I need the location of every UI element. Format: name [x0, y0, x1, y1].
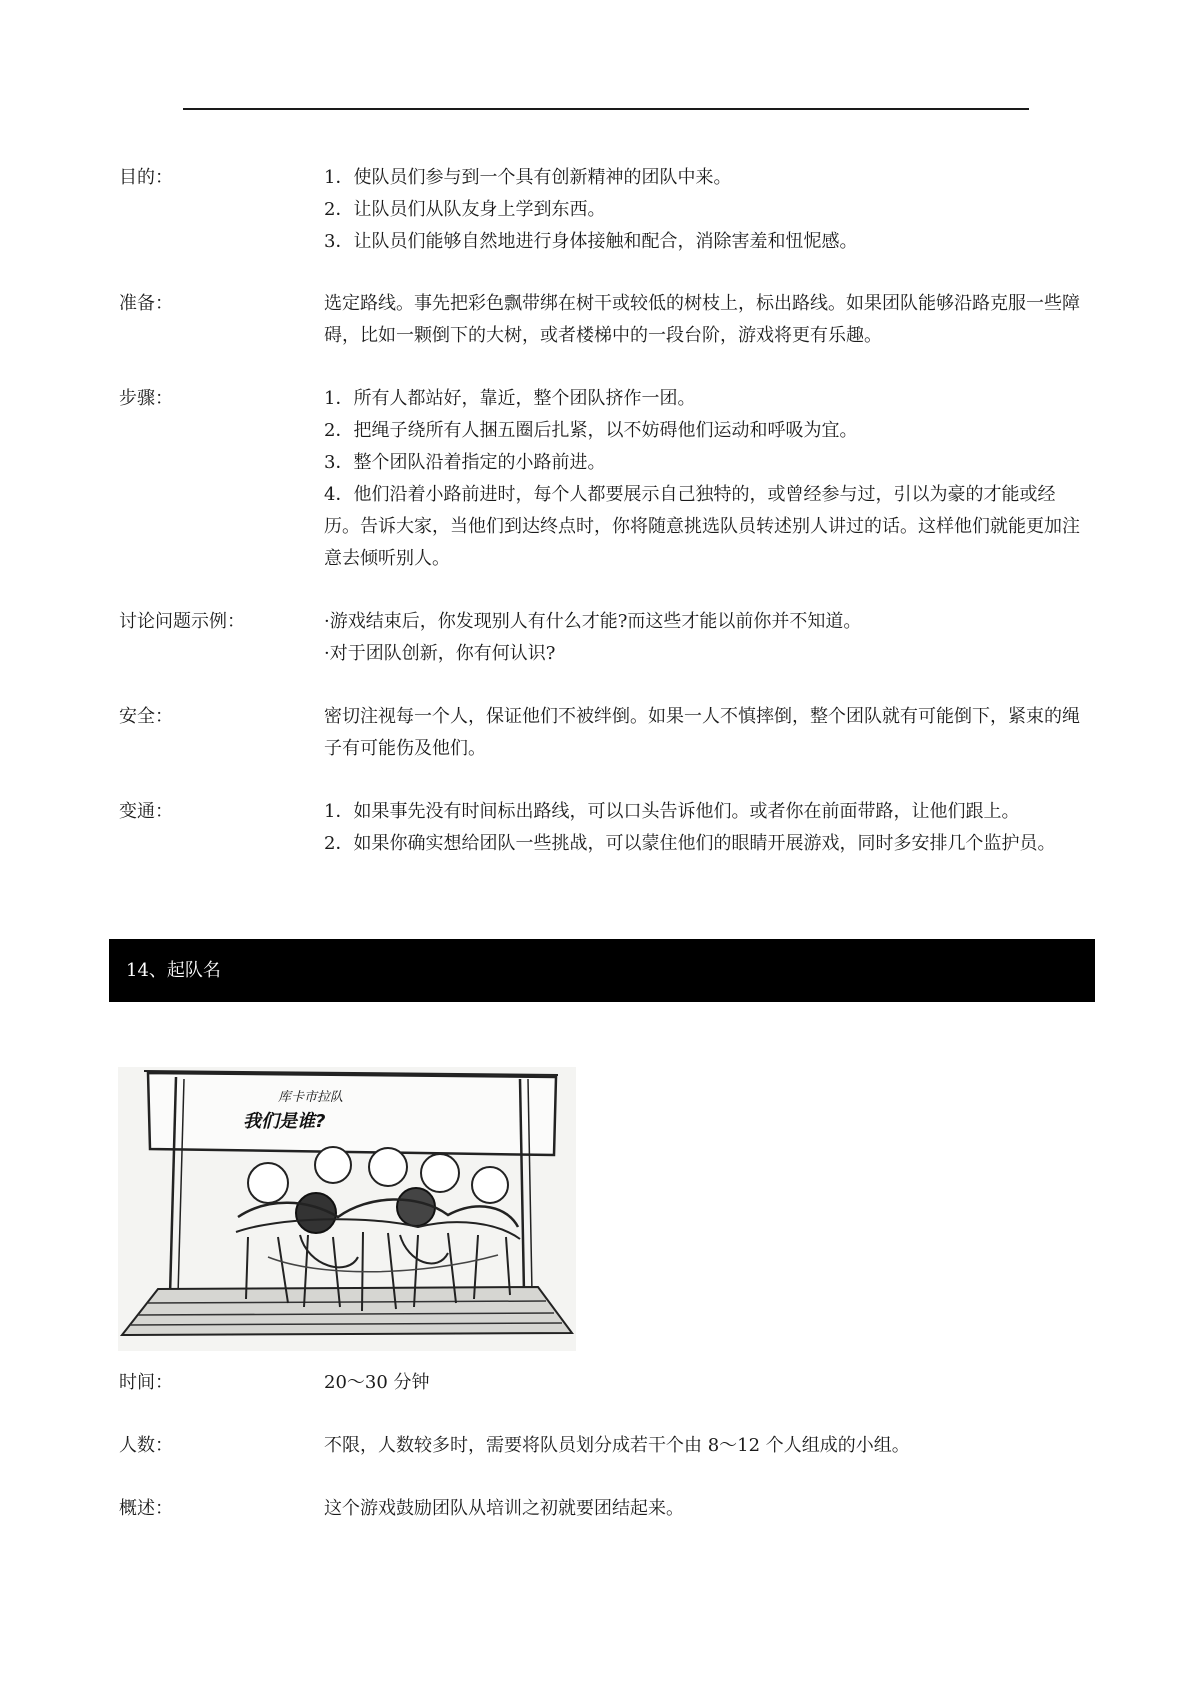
section-label: 目的： [119, 167, 173, 188]
team-huddle-sketch [118, 1067, 576, 1351]
section-content [324, 383, 1084, 575]
section-label: 讨论问题示例： [119, 611, 245, 632]
content-line: 这个游戏鼓励团队从培训之初就要团结起来。 [324, 1498, 684, 1519]
content-line: 选定路线。事先把彩色飘带绑在树干或较低的树枝上，标出路线。如果团队能够沿路克服一些障碍，比如一颗倒下的大树，或者楼梯中的一段台阶，游戏将更有乐趣。 [324, 293, 1080, 346]
section-content [324, 288, 1084, 352]
content-line: 3．整个团队沿着指定的小路前进。 [324, 452, 606, 473]
content-line: ·对于团队创新，你有何认识? [324, 643, 556, 664]
content-line: ·游戏结束后，你发现别人有什么才能?而这些才能以前你并不知道。 [324, 611, 862, 632]
content-line: 2．让队员们从队友身上学到东西。 [324, 199, 606, 220]
section-content [324, 606, 1084, 670]
game-title: 14、起队名 [126, 960, 221, 981]
section-content [324, 1493, 1084, 1525]
section-label: 安全： [119, 706, 173, 727]
sign-large-text: 我们是谁? [243, 1111, 326, 1132]
section-label: 准备： [119, 293, 173, 314]
content-line: 2．如果你确实想给团队一些挑战，可以蒙住他们的眼睛开展游戏，同时多安排几个监护员。 [324, 833, 1056, 854]
sign-small-text: 库卡市拉队 [278, 1090, 344, 1105]
section-content [324, 162, 1084, 258]
content-line: 3．让队员们能够自然地进行身体接触和配合，消除害羞和忸怩感。 [324, 231, 858, 252]
content-line: 2．把绳子绕所有人捆五圈后扎紧，以不妨碍他们运动和呼吸为宜。 [324, 420, 858, 441]
content-line: 20～30 分钟 [324, 1372, 430, 1393]
section-label: 时间： [119, 1372, 173, 1393]
section-content [324, 701, 1084, 765]
section-content [324, 796, 1084, 860]
section-content [324, 1430, 1084, 1462]
section-label: 步骤： [119, 388, 173, 409]
content-line: 密切注视每一个人，保证他们不被绊倒。如果一人不慎摔倒，整个团队就有可能倒下，紧束的绳子有可能伤及他们。 [324, 706, 1080, 759]
content-line: 4．他们沿着小路前进时，每个人都要展示自己独特的，或曾经参与过，引以为豪的才能或经历。告诉大家，当他们到达终点时，你将随意挑选队员转述别人讲过的话。这样他们就能更加注意去倾听别人。 [324, 484, 1080, 569]
content-line: 1．所有人都站好，靠近，整个团队挤作一团。 [324, 388, 696, 409]
section-label: 人数： [119, 1435, 173, 1456]
section-content [324, 1367, 1084, 1399]
content-line: 1．如果事先没有时间标出路线，可以口头告诉他们。或者你在前面带路，让他们跟上。 [324, 801, 1020, 822]
top-rule [183, 108, 1029, 110]
section-label: 概述： [119, 1498, 173, 1519]
team-illustration [118, 1067, 576, 1351]
section-label: 变通： [119, 801, 173, 822]
game-title-banner [109, 939, 1095, 1002]
content-line: 1．使队员们参与到一个具有创新精神的团队中来。 [324, 167, 732, 188]
content-line: 不限，人数较多时，需要将队员划分成若干个由 8～12 个人组成的小组。 [324, 1435, 910, 1456]
